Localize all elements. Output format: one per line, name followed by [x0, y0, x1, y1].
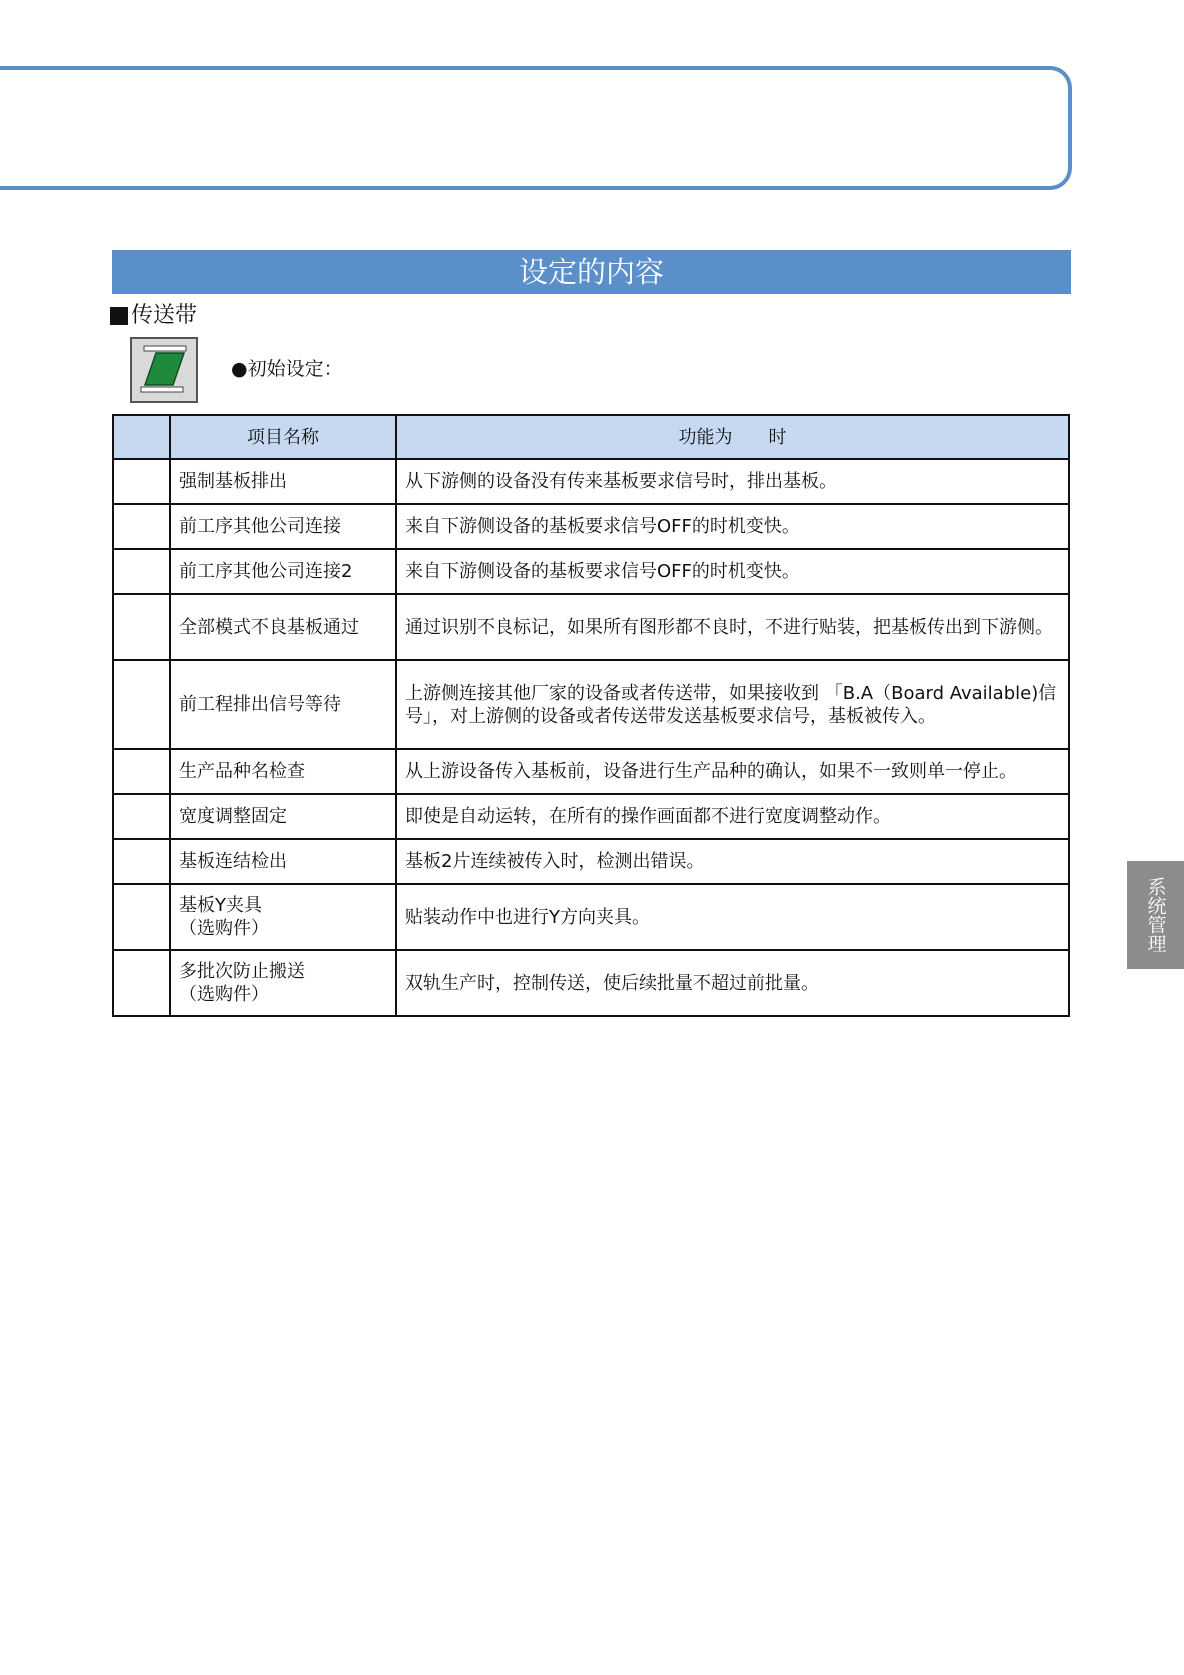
table-row: [113, 660, 1069, 749]
row-blank-cell: [113, 549, 170, 594]
item-name-cell: 全部模式不良基板通过: [170, 594, 396, 660]
item-name-cell: 强制基板排出: [170, 459, 396, 504]
table-row: [113, 950, 1069, 1016]
table-row: [113, 594, 1069, 660]
table-header-row: [113, 415, 1069, 459]
square-bullet-icon: [110, 307, 128, 325]
initial-setting-label: ●初始设定：: [231, 358, 343, 380]
section-heading-label: 传送带: [131, 303, 198, 328]
conveyor-icon[interactable]: [130, 337, 198, 403]
row-blank-cell: [113, 459, 170, 504]
function-cell: 从上游设备传入基板前，设备进行生产品种的确认，如果不一致则单一停止。: [396, 749, 1069, 794]
top-header-frame: [0, 66, 1072, 190]
table-row: [113, 504, 1069, 549]
function-cell: 双轨生产时，控制传送，使后续批量不超过前批量。: [396, 950, 1069, 1016]
section-heading: [110, 302, 197, 330]
function-cell: 来自下游侧设备的基板要求信号OFF的时机变快。: [396, 504, 1069, 549]
function-cell: 上游侧连接其他厂家的设备或者传送带，如果接收到 「B.A（Board Available)信号」，对上游侧的设备或者传送带发送基板要求信号，基板被传入。: [396, 660, 1069, 749]
item-name-cell: 多批次防止搬送 （选购件）: [170, 950, 396, 1016]
function-cell: 来自下游侧设备的基板要求信号OFF的时机变快。: [396, 549, 1069, 594]
table-row: [113, 459, 1069, 504]
function-cell: 基板2片连续被传入时，检测出错误。: [396, 839, 1069, 884]
row-blank-cell: [113, 950, 170, 1016]
side-tab-system-management[interactable]: [1127, 861, 1184, 969]
row-blank-cell: [113, 660, 170, 749]
item-name-cell: 基板连结检出: [170, 839, 396, 884]
row-blank-cell: [113, 749, 170, 794]
table-row: [113, 549, 1069, 594]
header-item-name: 项目名称: [170, 415, 396, 459]
row-blank-cell: [113, 794, 170, 839]
row-blank-cell: [113, 884, 170, 950]
table-row: [113, 839, 1069, 884]
item-name-cell: 前工序其他公司连接: [170, 504, 396, 549]
settings-table: [112, 414, 1070, 1017]
item-name-cell: 宽度调整固定: [170, 794, 396, 839]
row-blank-cell: [113, 504, 170, 549]
function-cell: 贴装动作中也进行Y方向夹具。: [396, 884, 1069, 950]
item-name-cell: 生产品种名检查: [170, 749, 396, 794]
header-function: 功能为 时: [396, 415, 1069, 459]
row-blank-cell: [113, 594, 170, 660]
table-row: [113, 794, 1069, 839]
row-blank-cell: [113, 839, 170, 884]
function-cell: 即使是自动运转，在所有的操作画面都不进行宽度调整动作。: [396, 794, 1069, 839]
table-row: [113, 884, 1069, 950]
conveyor-graphic: [132, 339, 196, 401]
function-cell: 从下游侧的设备没有传来基板要求信号时，排出基板。: [396, 459, 1069, 504]
function-cell: 通过识别不良标记，如果所有图形都不良时，不进行贴装，把基板传出到下游侧。: [396, 594, 1069, 660]
item-name-cell: 前工程排出信号等待: [170, 660, 396, 749]
table-row: [113, 749, 1069, 794]
item-name-cell: 前工序其他公司连接2: [170, 549, 396, 594]
header-blank: [113, 415, 170, 459]
item-name-cell: 基板Y夹具 （选购件）: [170, 884, 396, 950]
page-title: 设定的内容: [112, 250, 1071, 294]
side-tab-label: 系统管理: [1144, 877, 1167, 953]
